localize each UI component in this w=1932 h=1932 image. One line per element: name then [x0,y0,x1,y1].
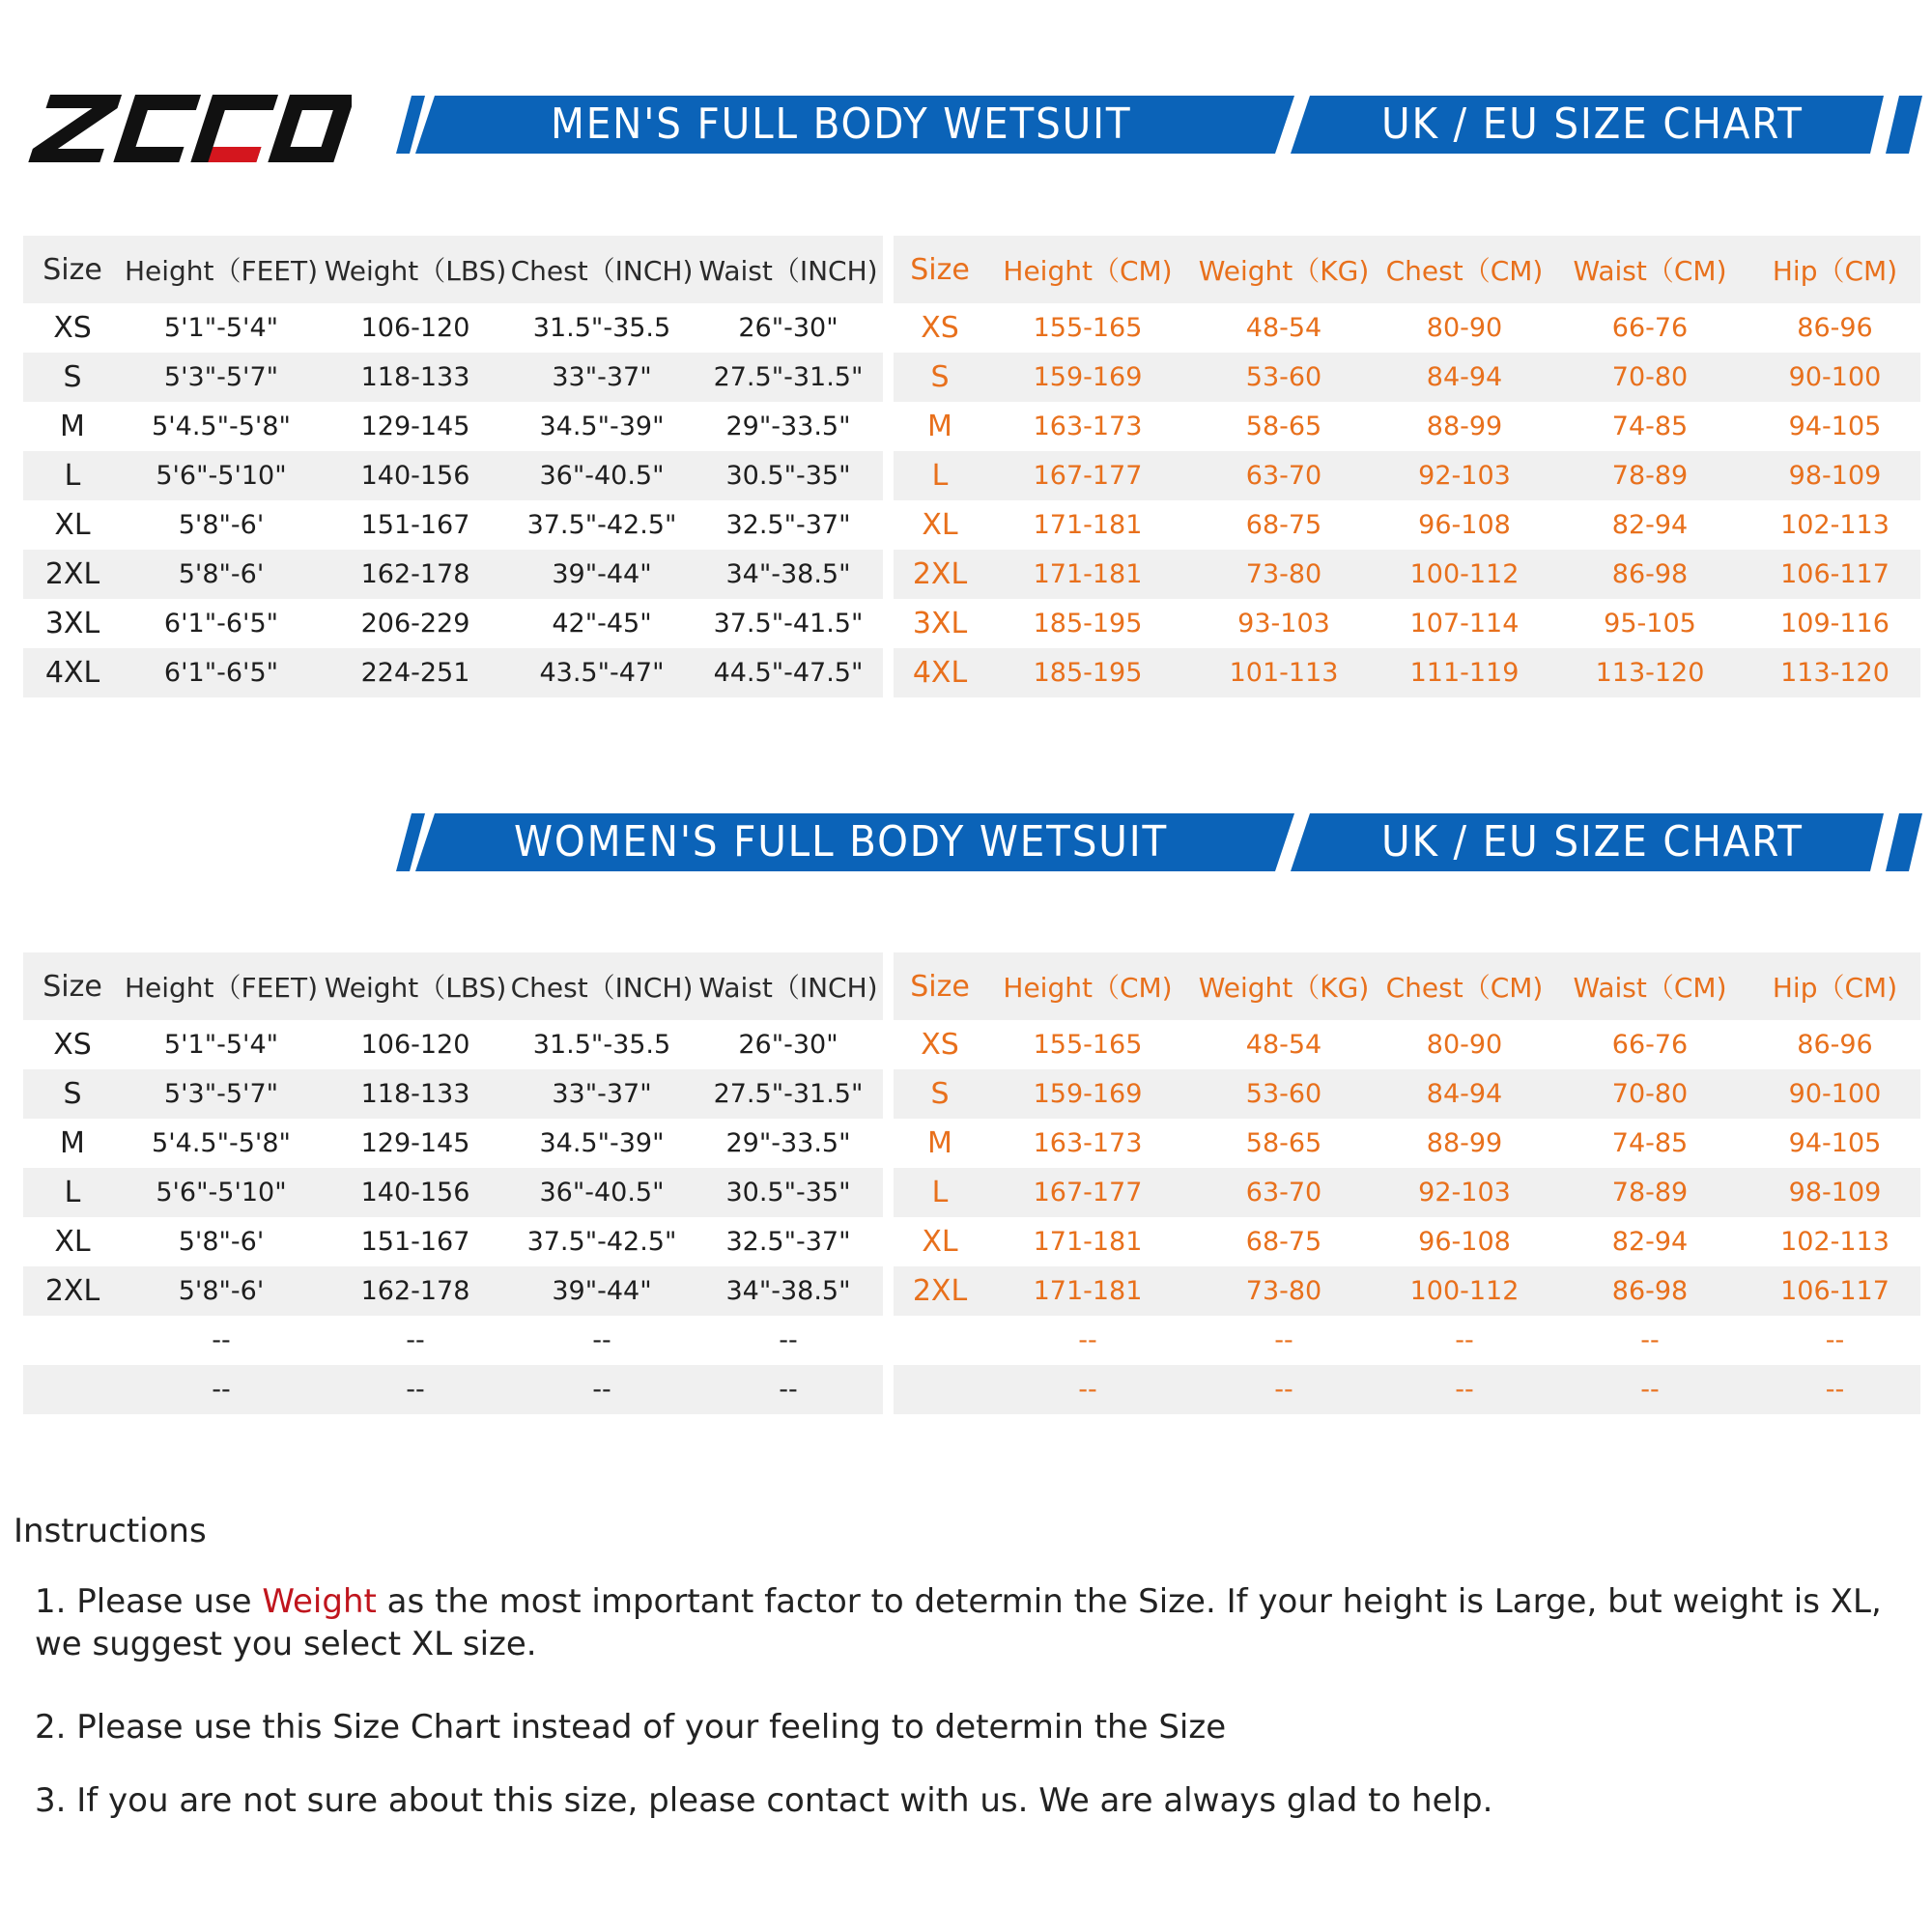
cell-chest: 84-94 [1378,1069,1550,1119]
cell-height: 163-173 [1033,1128,1143,1158]
cell-waist: 66-76 [1611,313,1689,343]
cell-weight: -- [406,1325,425,1355]
cell-weight: 106-120 [360,313,470,343]
cell-size: 2XL [23,1266,122,1316]
cell-height: 5'4.5"-5'8" [152,412,291,441]
cell-height: 5'3"-5'7" [122,1069,321,1119]
instructions-title: Instructions [14,1512,207,1550]
cell-chest: 92-103 [1378,1168,1550,1217]
cell-hip: 94-105 [1788,412,1882,441]
cell-weight: 162-178 [321,550,510,599]
cell-waist: 29"-33.5" [725,1128,851,1158]
cell-waist: 30.5"-35" [694,451,883,500]
cell-size: 4XL [23,648,122,697]
cell-height: 5'8"-6' [178,510,265,540]
header-hip: Hip（CM) [1749,236,1920,303]
cell-weight: 224-251 [321,648,510,697]
cell-waist: 37.5"-41.5" [713,609,864,639]
header-chest: Chest（INCH) [510,236,694,303]
cell-hip: 106-117 [1749,1266,1920,1316]
logo-text: ZCCO [23,89,26,90]
cell-height: 5'8"-6' [178,1227,265,1257]
cell-height: -- [122,1365,321,1414]
table-row [894,550,1920,599]
cell-weight: 58-65 [1245,412,1322,441]
instruction-1 [35,1580,1918,1665]
men-banner-title: MEN'S FULL BODY WETSUIT [551,99,1132,149]
cell-size: XS [53,1028,92,1062]
cell-size: 2XL [23,550,122,599]
table-header-row [894,236,1920,303]
cell-height: 5'1"-5'4" [163,1030,279,1060]
cell-height: 159-169 [986,1069,1189,1119]
cell-waist: 78-89 [1550,451,1749,500]
table-row [894,402,1920,451]
cell-size: S [894,1069,986,1119]
header-weight: Weight（LBS) [321,952,510,1020]
cell-chest: 34.5"-39" [539,1128,665,1158]
cell-height: 163-173 [1033,412,1143,441]
cell-height: 5'6"-5'10" [122,1168,321,1217]
cell-height: 155-165 [1033,313,1143,343]
cell-waist: 74-85 [1611,412,1689,441]
header-size: Size [894,952,986,1020]
cell-waist: 34"-38.5" [694,550,883,599]
cell-weight: 162-178 [321,1266,510,1316]
table-row [894,1119,1920,1168]
instruction-1-start: 1. Please use [35,1582,263,1621]
cell-height: -- [1078,1325,1097,1355]
cell-height: 159-169 [986,353,1189,402]
cell-height: 5'4.5"-5'8" [152,1128,291,1158]
cell-height: 5'8"-6' [122,1266,321,1316]
cell-waist: 74-85 [1611,1128,1689,1158]
table-row [894,303,1920,353]
cell-size: M [927,1126,952,1160]
cell-chest: 31.5"-35.5 [532,313,671,343]
table-row [894,1316,1920,1365]
cell-hip: 109-116 [1780,609,1889,639]
cell-weight: 140-156 [321,451,510,500]
cell-hip: 106-117 [1749,550,1920,599]
cell-hip: 90-100 [1749,1069,1920,1119]
cell-height: 171-181 [986,550,1189,599]
cell-height: 155-165 [1033,1030,1143,1060]
cell-hip: 86-96 [1797,313,1873,343]
cell-size: L [23,451,122,500]
cell-waist: 82-94 [1611,1227,1689,1257]
women-banner-subtitle: UK / EU SIZE CHART [1381,817,1804,867]
cell-weight: 68-75 [1245,510,1322,540]
cell-hip: 98-109 [1749,451,1920,500]
cell-weight: 151-167 [360,510,470,540]
cell-height: 6'1"-6'5" [163,609,279,639]
instruction-1-highlight: Weight [262,1582,377,1621]
cell-size: XL [922,1225,958,1259]
instruction-3: 3. If you are not sure about this size, please contact with us. We are always glad to help. [35,1781,1493,1820]
cell-height: 185-195 [986,648,1189,697]
zcco-logo [23,89,352,166]
cell-weight: -- [1274,1325,1293,1355]
cell-chest: 37.5"-42.5" [526,1227,677,1257]
cell-height: 167-177 [986,1168,1189,1217]
cell-size: S [894,353,986,402]
header-height: Height（CM) [986,952,1189,1020]
cell-size: M [927,410,952,443]
cell-height: 185-195 [1033,609,1143,639]
table-row [23,1020,883,1069]
cell-waist: 66-76 [1611,1030,1689,1060]
cell-weight: -- [1189,1365,1378,1414]
cell-hip: 90-100 [1749,353,1920,402]
table-row [23,1168,883,1217]
header-weight: Weight（KG) [1189,952,1378,1020]
cell-chest: 31.5"-35.5 [532,1030,671,1060]
cell-chest: 36"-40.5" [510,451,694,500]
cell-waist: 70-80 [1550,1069,1749,1119]
table-row [894,451,1920,500]
header-size: Size [894,236,986,303]
cell-waist: 86-98 [1550,550,1749,599]
cell-hip: 113-120 [1749,648,1920,697]
cell-chest: 84-94 [1378,353,1550,402]
cell-waist: -- [694,1365,883,1414]
header-size: Size [23,236,122,303]
cell-waist: 27.5"-31.5" [694,1069,883,1119]
cell-chest: 42"-45" [552,609,652,639]
table-header-row [23,236,883,303]
cell-size: L [894,1168,986,1217]
cell-waist: 32.5"-37" [725,510,851,540]
cell-height: 5'8"-6' [122,550,321,599]
cell-height: 5'6"-5'10" [122,451,321,500]
cell-hip: -- [1825,1325,1845,1355]
header-waist: Waist（CM) [1550,952,1749,1020]
cell-height: 6'1"-6'5" [122,648,321,697]
table-row [23,1266,883,1316]
instruction-2: 2. Please use this Size Chart instead of your feeling to determin the Size [35,1708,1227,1747]
cell-weight: 93-103 [1237,609,1330,639]
cell-chest: 34.5"-39" [539,412,665,441]
cell-chest: 80-90 [1426,313,1503,343]
cell-size: L [23,1168,122,1217]
cell-weight: 129-145 [360,412,470,441]
cell-waist: -- [779,1325,798,1355]
cell-chest: 107-114 [1409,609,1520,639]
table-row [894,648,1920,697]
cell-size: 4XL [894,648,986,697]
cell-size [23,1316,122,1365]
cell-chest: 96-108 [1418,510,1511,540]
cell-chest: 80-90 [1426,1030,1503,1060]
cell-chest: 37.5"-42.5" [526,510,677,540]
cell-chest: 88-99 [1426,412,1503,441]
header-chest: Chest（CM) [1378,236,1550,303]
cell-chest: 111-119 [1378,648,1550,697]
cell-chest: -- [1455,1325,1474,1355]
women-metric-table [894,952,1920,1414]
cell-waist: -- [1640,1325,1660,1355]
cell-waist: 34"-38.5" [694,1266,883,1316]
cell-waist: 30.5"-35" [694,1168,883,1217]
cell-hip: 102-113 [1780,1227,1889,1257]
cell-chest: 39"-44" [510,550,694,599]
cell-chest: 33"-37" [510,1069,694,1119]
cell-chest: 43.5"-47" [510,648,694,697]
header-height: Height（CM) [986,236,1189,303]
cell-size: 3XL [912,607,968,640]
cell-size: L [894,451,986,500]
cell-weight: 53-60 [1189,353,1378,402]
cell-weight: 129-145 [360,1128,470,1158]
women-banner [396,813,1922,871]
men-banner [396,96,1922,154]
cell-weight: 48-54 [1245,313,1322,343]
cell-size: XS [53,311,92,345]
cell-weight: -- [321,1365,510,1414]
cell-size: M [60,410,85,443]
cell-weight: 53-60 [1189,1069,1378,1119]
cell-waist: 82-94 [1611,510,1689,540]
cell-height: 171-181 [986,1266,1189,1316]
cell-waist: 113-120 [1550,648,1749,697]
table-row [894,1069,1920,1119]
cell-size [894,1316,986,1365]
table-row [23,1069,883,1119]
table-row [23,599,883,648]
cell-chest: 92-103 [1378,451,1550,500]
table-row [23,1217,883,1266]
cell-hip: 94-105 [1788,1128,1882,1158]
cell-height: 167-177 [986,451,1189,500]
cell-size: XL [922,508,958,542]
cell-hip: 86-96 [1797,1030,1873,1060]
cell-weight: 140-156 [321,1168,510,1217]
table-row [23,303,883,353]
cell-waist: -- [1550,1365,1749,1414]
table-row [23,353,883,402]
cell-waist: 44.5"-47.5" [694,648,883,697]
cell-weight: 58-65 [1245,1128,1322,1158]
table-row [894,1365,1920,1414]
cell-waist: 27.5"-31.5" [694,353,883,402]
header-weight: Weight（KG) [1189,236,1378,303]
cell-waist: 78-89 [1550,1168,1749,1217]
cell-hip: -- [1749,1365,1920,1414]
table-row [894,599,1920,648]
table-header-row [23,952,883,1020]
women-imperial-table [23,952,883,1414]
cell-waist: 95-105 [1604,609,1696,639]
header-height: Height（FEET) [122,236,321,303]
cell-waist: 26"-30" [738,313,838,343]
cell-height: 171-181 [1033,510,1143,540]
cell-chest: -- [592,1325,611,1355]
cell-hip: 102-113 [1780,510,1889,540]
cell-weight: 101-113 [1189,648,1378,697]
cell-weight: 106-120 [360,1030,470,1060]
table-row [894,500,1920,550]
cell-chest: 100-112 [1378,1266,1550,1316]
header-size: Size [23,952,122,1020]
cell-chest: 88-99 [1426,1128,1503,1158]
cell-height: -- [212,1325,231,1355]
cell-size: S [23,1069,122,1119]
cell-weight: 63-70 [1189,451,1378,500]
header-hip: Hip（CM) [1749,952,1920,1020]
cell-chest: 33"-37" [510,353,694,402]
header-height: Height（FEET) [122,952,321,1020]
cell-chest: 36"-40.5" [510,1168,694,1217]
cell-size: S [23,353,122,402]
cell-waist: 70-80 [1550,353,1749,402]
cell-weight: 68-75 [1245,1227,1322,1257]
table-row [23,1365,883,1414]
cell-size: M [60,1126,85,1160]
cell-waist: 86-98 [1550,1266,1749,1316]
cell-size: 3XL [44,607,100,640]
cell-chest: -- [1378,1365,1550,1414]
cell-chest: 39"-44" [510,1266,694,1316]
table-header-row [894,952,1920,1020]
cell-chest: 96-108 [1418,1227,1511,1257]
header-waist: Waist（INCH) [694,952,883,1020]
table-row [23,1119,883,1168]
header-chest: Chest（INCH) [510,952,694,1020]
cell-height: 5'3"-5'7" [122,353,321,402]
instruction-1-end: as the most important factor to determin the Size. If your height is Large, but weight is XL, we suggest you select XL size. [35,1582,1882,1663]
header-waist: Waist（INCH) [694,236,883,303]
table-row [23,402,883,451]
cell-size [894,1365,986,1414]
cell-size: 2XL [894,1266,986,1316]
table-row [23,1316,883,1365]
table-row [894,1020,1920,1069]
cell-weight: 118-133 [321,353,510,402]
cell-weight: 151-167 [360,1227,470,1257]
header-chest: Chest（CM) [1378,952,1550,1020]
cell-weight: 73-80 [1189,550,1378,599]
cell-weight: 73-80 [1189,1266,1378,1316]
cell-weight: 48-54 [1245,1030,1322,1060]
men-imperial-table [23,236,883,697]
cell-size: 2XL [894,550,986,599]
women-banner-title: WOMEN'S FULL BODY WETSUIT [514,817,1169,867]
cell-chest: -- [510,1365,694,1414]
cell-weight: 63-70 [1189,1168,1378,1217]
table-row [23,451,883,500]
table-row [894,1168,1920,1217]
table-row [894,1266,1920,1316]
cell-weight: 206-229 [360,609,470,639]
cell-height: -- [986,1365,1189,1414]
cell-hip: 98-109 [1749,1168,1920,1217]
header-weight: Weight（LBS) [321,236,510,303]
cell-waist: 32.5"-37" [725,1227,851,1257]
cell-weight: 118-133 [321,1069,510,1119]
cell-waist: 29"-33.5" [725,412,851,441]
cell-chest: 100-112 [1378,550,1550,599]
cell-size: XS [921,1028,959,1062]
men-metric-table [894,236,1920,697]
cell-size: XS [921,311,959,345]
table-row [23,550,883,599]
header-waist: Waist（CM) [1550,236,1749,303]
table-row [894,353,1920,402]
table-row [23,500,883,550]
cell-size: XL [54,508,91,542]
men-banner-subtitle: UK / EU SIZE CHART [1381,99,1804,149]
cell-height: 5'1"-5'4" [163,313,279,343]
table-row [23,648,883,697]
cell-size: XL [54,1225,91,1259]
cell-height: 171-181 [1033,1227,1143,1257]
table-row [894,1217,1920,1266]
cell-waist: 26"-30" [738,1030,838,1060]
cell-size [23,1365,122,1414]
